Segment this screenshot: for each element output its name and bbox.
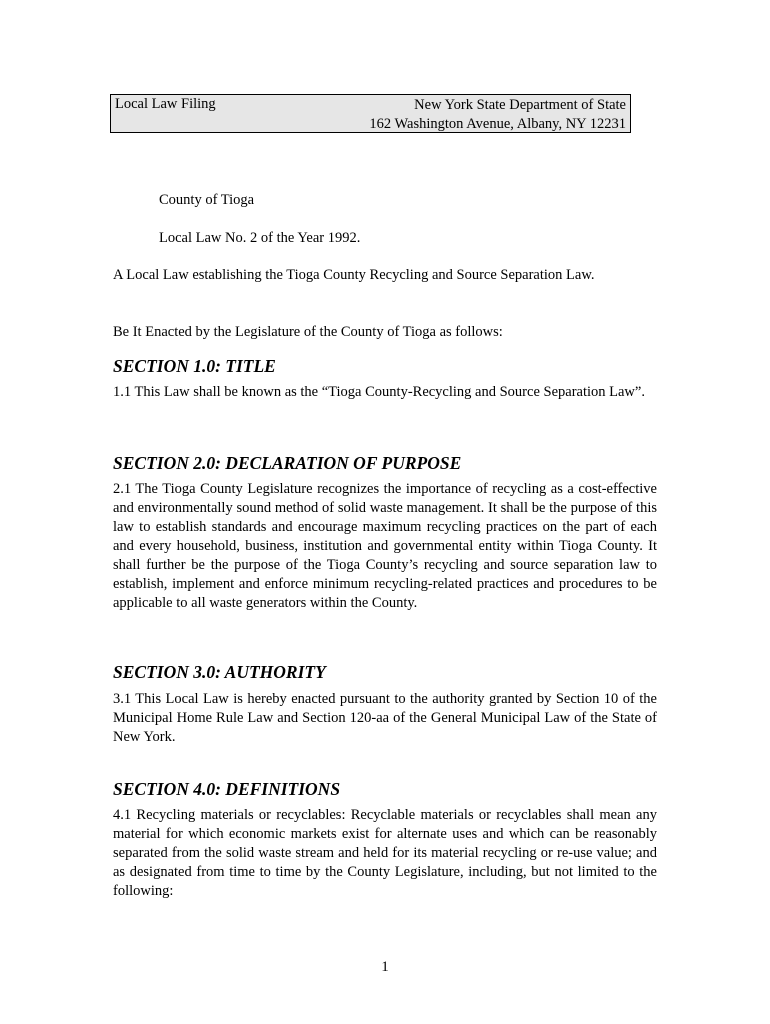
section-4-heading: SECTION 4.0: DEFINITIONS — [113, 779, 341, 799]
filing-header-box — [110, 94, 631, 133]
county-name: County of Tioga — [159, 192, 255, 208]
department-street: 162 Washington Avenue, Albany, NY 12231 — [369, 116, 626, 132]
department-name: New York State Department of State — [414, 97, 626, 113]
law-number: Local Law No. 2 of the Year 1992. — [159, 230, 361, 246]
filing-label: Local Law Filing — [115, 96, 216, 112]
page-number: 1 — [381, 959, 389, 975]
enactment-paragraph: Be It Enacted by the Legislature of the County of Tioga as follows: — [113, 324, 503, 340]
section-4-body: 4.1 Recycling materials or recyclables: Recyclable materials or recyclables shall mean any material for which economic markets exist for alternate uses and which can be reasonably separated from the solid waste stream and held for its material recycling or re-use value; and as designated from time to time by the County Legislature, including, but not limited to the following: — [113, 807, 657, 899]
section-1-body: 1.1 This Law shall be known as the “Tioga County-Recycling and Source Separation Law”. — [113, 384, 645, 400]
section-1-heading: SECTION 1.0: TITLE — [113, 356, 276, 376]
department-address — [369, 96, 626, 134]
intro-paragraph: A Local Law establishing the Tioga County Recycling and Source Separation Law. — [113, 267, 595, 283]
section-3-heading: SECTION 3.0: AUTHORITY — [113, 662, 326, 682]
section-2-body: 2.1 The Tioga County Legislature recognizes the importance of recycling as a cost-effective and environmentally sound method of solid waste management. It shall be the purpose of this law to establish standards and encourage maximum recycling practices on the part of each and every household, business, institution and governmental entity within Tioga County. It shall further be the purpose of the Tioga County’s recycling and source separation law to establish, implement and enforce minimum recycling-related practices and procedures to be applicable to all waste generators within the County. — [113, 481, 657, 611]
section-3-body: 3.1 This Local Law is hereby enacted pursuant to the authority granted by Section 10 of the Municipal Home Rule Law and Section 120-aa of the General Municipal Law of the State of New York. — [113, 691, 657, 745]
section-2-heading: SECTION 2.0: DECLARATION OF PURPOSE — [113, 453, 462, 473]
